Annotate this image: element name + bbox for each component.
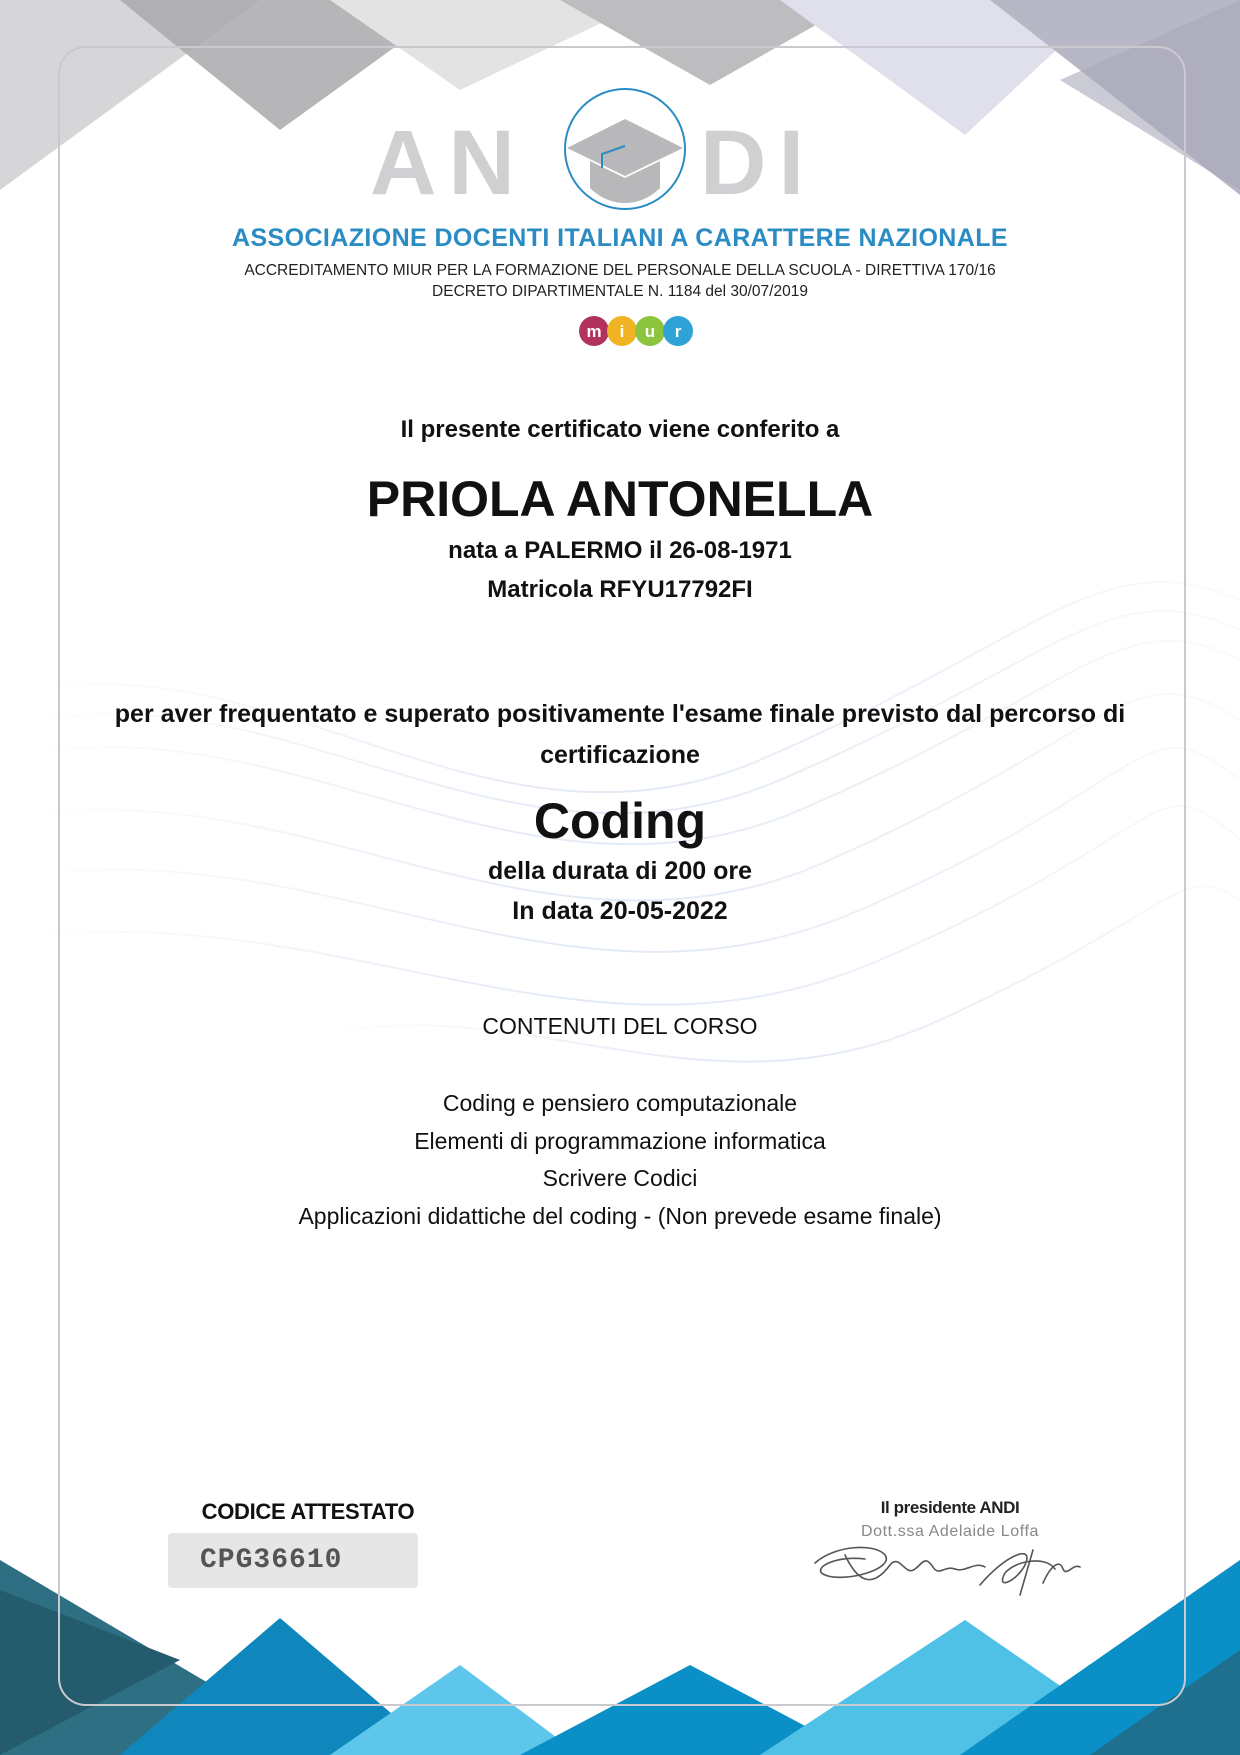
svg-text:AN: AN [370, 112, 527, 214]
course-duration: della durata di 200 ore [488, 857, 752, 885]
accreditation-line-2: DECRETO DIPARTIMENTALE N. 1184 del 30/07/2019 [432, 283, 808, 300]
list-item: Applicazioni didattiche del coding - (Non prevede esame finale) [298, 1202, 942, 1229]
certificate-code: CPG36610 [168, 1533, 418, 1588]
president-title: Il presidente ANDI [880, 1498, 1020, 1517]
miur-logo [578, 313, 694, 349]
list-item: Coding e pensiero computazionale [442, 1090, 798, 1116]
certificate-date: In data 20-05-2022 [512, 897, 728, 925]
conferral-text: Il presente certificato viene conferito a [400, 416, 840, 443]
contents-title: CONTENUTI DEL CORSO [482, 1013, 758, 1039]
motivation-text: per aver frequentato e superato positivamente l'esame finale previsto dal percorso di certificazione [114, 700, 1126, 769]
accreditation-line-1: ACCREDITAMENTO MIUR PER LA FORMAZIONE DEL PERSONALE DELLA SCUOLA - DIRETTIVA 170/16 [244, 262, 996, 279]
course-name: Coding [533, 793, 707, 849]
recipient-name: PRIOLA ANTONELLA [366, 471, 874, 527]
miur-letter-i: i [619, 322, 625, 341]
birth-info: nata a PALERMO il 26-08-1971 [448, 537, 792, 564]
andi-logo [370, 86, 830, 216]
list-item: Scrivere Codici [542, 1165, 698, 1191]
svg-text:DI: DI [700, 112, 816, 214]
signature [805, 1525, 1105, 1600]
miur-letter-u: u [644, 322, 656, 341]
miur-letter-m: m [586, 322, 602, 341]
topics-list [0, 1085, 1240, 1235]
code-label: CODICE ATTESTATO [201, 1499, 415, 1524]
matricola: Matricola RFYU17792FI [487, 576, 753, 603]
miur-letter-r: r [674, 322, 682, 341]
list-item: Elementi di programmazione informatica [414, 1127, 826, 1154]
association-name: ASSOCIAZIONE DOCENTI ITALIANI A CARATTERE NAZIONALE [232, 224, 1008, 252]
president-name: Dott.ssa Adelaide Loffa [860, 1523, 1040, 1540]
